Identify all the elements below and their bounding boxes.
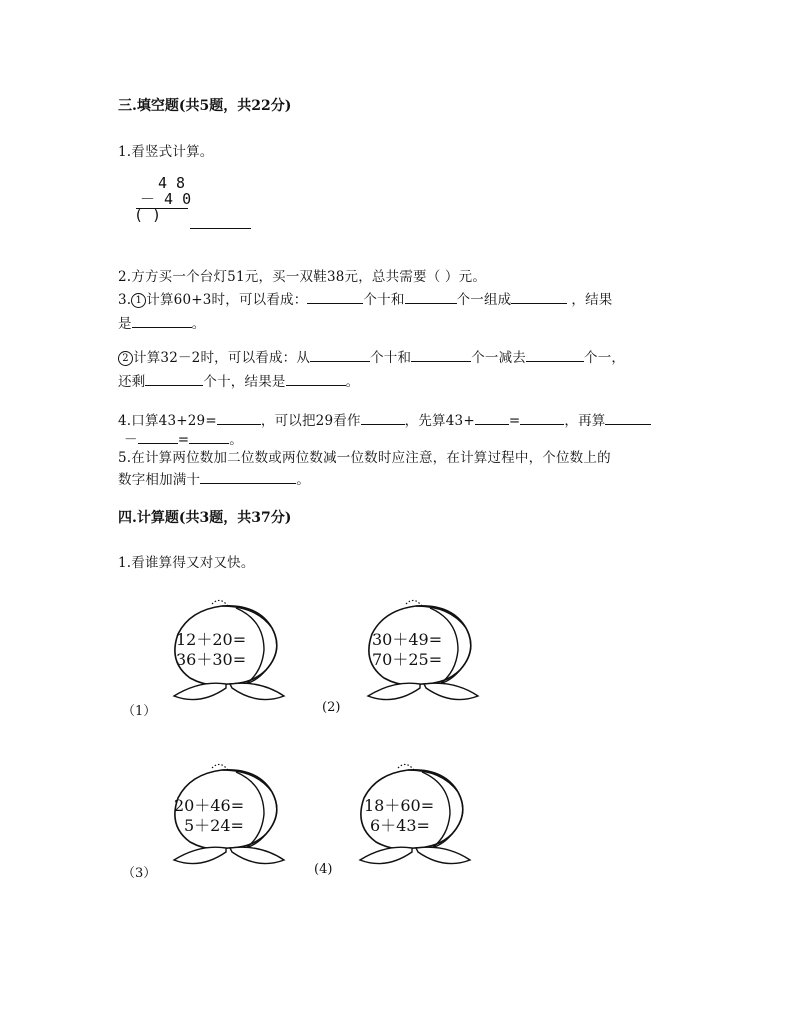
q3-part-a (118, 288, 613, 308)
vertical-top-number: 4 8 (158, 174, 186, 192)
circled-2-icon: 2 (118, 351, 133, 366)
q3b-blank-2[interactable] (411, 349, 471, 362)
q4-text-3: ，先算43+ (404, 413, 475, 429)
q4-text-8: 。 (229, 432, 243, 448)
peach-3-equation-2: 5＋24= (184, 816, 244, 835)
q4-line-2 (124, 428, 243, 448)
q5-text-1: 数字相加满十 (118, 472, 201, 488)
q3a-text-5: 是 (118, 316, 132, 332)
q3a-blank-2[interactable] (405, 291, 457, 304)
q4-text-5: ，再算 (564, 413, 606, 429)
q2-text: 2.方方买一个台灯51元，买一双鞋38元，总共需要（ ）元。 (118, 269, 487, 285)
q4-text-2: ，可以把29看作 (260, 413, 361, 429)
q3b-text-1: 计算32－2时，可以看成：从 (133, 350, 311, 366)
peach-1-equation-2: 36＋30= (176, 650, 247, 669)
peach-3-label: （3） (122, 866, 157, 881)
peach-problem-1 (160, 592, 330, 712)
section-3-heading: 三.填空题(共5题，共22分) (118, 98, 292, 114)
q3b-blank-3[interactable] (526, 349, 584, 362)
q4-blank-1[interactable] (217, 412, 261, 425)
vertical-bottom-number: － 4 0 (140, 190, 192, 208)
q3a-text-3: 个一组成 (456, 292, 512, 308)
q3a-blank-4[interactable] (132, 315, 192, 328)
q3b-blank-1[interactable] (310, 349, 370, 362)
q5-text-2: 。 (296, 472, 310, 488)
q1-answer-blank[interactable] (190, 228, 251, 229)
q3a-text-1: 计算60+3时，可以看成： (146, 292, 308, 308)
q4-line-1 (118, 409, 651, 429)
q3b-text-4: 个一， (584, 350, 626, 366)
q5-line-1: 5.在计算两位数加二位数或两位数减一位数时应注意，在计算过程中，个位数上的 (118, 450, 611, 466)
q3-part-a-line2 (118, 312, 205, 332)
q3b-text-3: 个一减去 (471, 350, 526, 366)
q3-part-b (118, 346, 625, 366)
q4-text-7: = (177, 432, 190, 448)
peach-2-equation-2: 70＋25= (372, 650, 443, 669)
q3a-text-6: 。 (191, 316, 206, 332)
peach-4-equation-2: 6＋43= (370, 816, 430, 835)
q5-line-2 (118, 468, 310, 488)
q3b-text-7: 。 (345, 374, 360, 390)
peach-4-label: (4) (314, 862, 333, 877)
section-4-heading: 四.计算题(共3题，共37分) (118, 510, 292, 526)
q1-prompt: 1.看竖式计算。 (118, 144, 214, 160)
peach-1-label: （1） (122, 704, 157, 719)
q4-blank-6[interactable] (138, 431, 178, 444)
q3-number: 3. (118, 292, 132, 308)
peach-problem-2 (354, 592, 524, 712)
q4-text-1: 4.口算43+29= (118, 413, 217, 429)
q3a-text-2: 个十和 (363, 292, 405, 308)
q3b-blank-5[interactable] (286, 373, 346, 386)
peach-problem-3 (160, 756, 333, 877)
q3b-blank-4[interactable] (145, 373, 203, 386)
q4-blank-5[interactable] (605, 412, 651, 425)
q3a-blank-1[interactable] (307, 291, 363, 304)
vertical-answer-paren: ( ) (134, 206, 162, 224)
circled-1-icon: 1 (131, 293, 146, 308)
q3b-text-6: 个十，结果是 (203, 374, 286, 390)
q3a-blank-3[interactable] (511, 291, 567, 304)
q3b-text-2: 个十和 (370, 350, 412, 366)
peach-3-equation-1: 20＋46= (174, 796, 245, 815)
peach-4-equation-1: 18＋60= (364, 796, 435, 815)
q4-blank-2[interactable] (361, 412, 405, 425)
q3-part-b-line2 (118, 370, 359, 390)
q4-blank-3[interactable] (475, 412, 509, 425)
peach-problem-4 (346, 756, 516, 876)
q3b-text-5: 还剩 (118, 374, 146, 390)
peach-1-equation-1: 12＋20= (176, 630, 247, 649)
s4-q1-prompt: 1.看谁算得又对又快。 (118, 555, 255, 571)
q4-text-6: － (124, 432, 138, 448)
peach-2-label: (2) (322, 700, 341, 715)
q4-blank-4[interactable] (520, 412, 564, 425)
q4-blank-7[interactable] (189, 431, 229, 444)
q4-text-4: = (508, 413, 521, 429)
q5-blank[interactable] (200, 471, 296, 484)
peach-2-equation-1: 30＋49= (372, 630, 443, 649)
q3a-text-4: ，结果 (571, 292, 613, 308)
